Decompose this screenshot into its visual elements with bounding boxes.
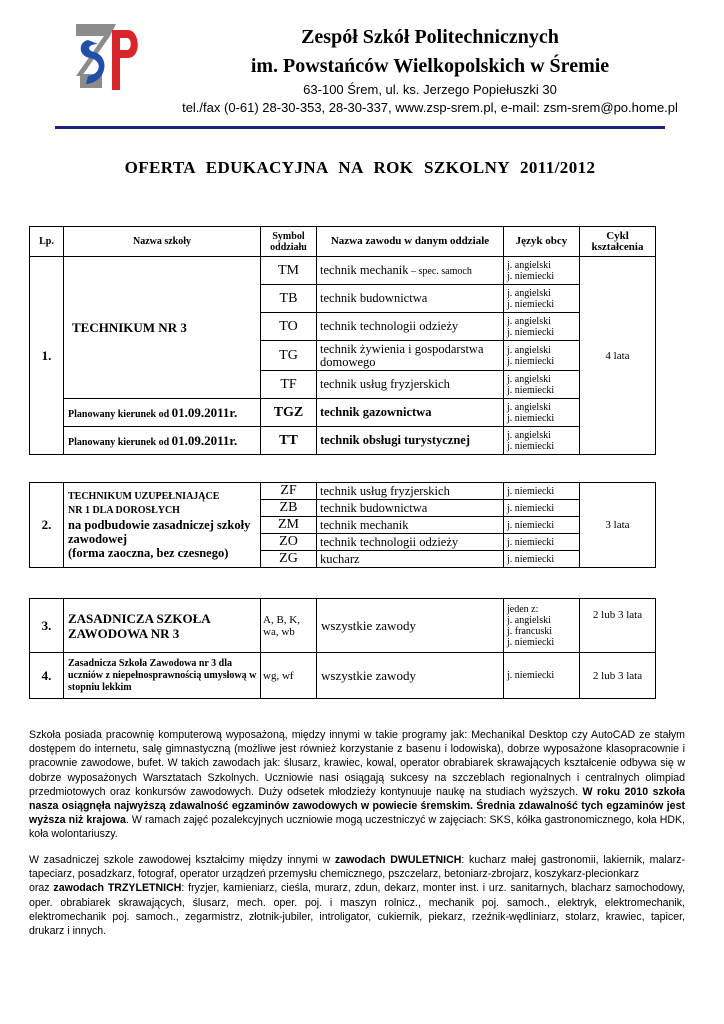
table-header-row xyxy=(30,227,656,257)
row-number: 4. xyxy=(30,653,64,699)
language-cell: j. angielski j. niemiecki xyxy=(504,285,580,313)
school-name-cell: Zasadnicza Szkoła Zawodowa nr 3 dla uczniów z niepełnosprawnością umysłową w stopniu lekkim xyxy=(64,653,261,699)
school-description: Szkoła posiada pracownię komputerową wyposażoną, między innymi w takie programy jak: Mechanikal Desktop czy AutoCAD ze stałym dostępem do internetu, salę gimnastyczną (możliwe jest również korzystanie z basenu i lodowiska), dobrze wyposażone klasopracownie i pracownie zawodowe, bufet. W takich zawodach jak: ślusarz, krawiec, kowal, operator obrabiarek skrawających kształcenie odbywa się w dobrze wyposażonych Warsztatach Szkolnych. Uczniowie nasi osiągają sukcesy na szczeblach regionalnych i centralnych olimpiad przedmiotowych oraz konkursów zawodowych. Duży odsetek młodzieży kontynuuje naukę na studiach wyższych. W roku 2010 szkoła nasza osiągnęła najwyższą zdawalność egzaminów zawodowych w powiecie śremskim. Średnia zdawalność tych egzaminów jest wyższa niż krajowa. W ramach zajęć pozalekcyjnych uczniowie mogą uczestniczyć w zajęciach: SKS, kółka gastronomicznego, koła HDK, koła wolontariuszy. xyxy=(29,729,686,841)
symbol-cell: TO xyxy=(261,313,317,341)
language-cell: j. angielski j. niemiecki xyxy=(504,427,580,455)
language-cell: j. niemiecki xyxy=(504,551,580,568)
header-language: Język obcy xyxy=(504,227,580,257)
planned-label: Planowany kierunek od 01.09.2011r. xyxy=(64,399,261,427)
profession-cell: wszystkie zawody xyxy=(317,653,504,699)
profession-cell: technik budownictwa xyxy=(317,285,504,313)
header-symbol: Symbol oddziału xyxy=(261,227,317,257)
offer-table-zasadnicza xyxy=(29,598,656,699)
profession-cell: technik mechanik xyxy=(317,517,504,534)
professions-description: W zasadniczej szkole zawodowej kształcimy między innymi w zawodach DWULETNICH: kucharz małej gastronomii, lakiernik, malarz-tapeciarz, posadzkarz, fotograf, operator urządzeń przemysłu chemicznego, pszczelarz, betoniarz-zbrojarz, koszykarz-plecionkarz oraz zawodach TRZYLETNICH: fryzjer, kamieniarz, cieśla, murarz, zdun, dekarz, monter inst. i urz. sanitarnych, blacharz samochodowy, oper. obrabiarek skrawających, ślusarz, mech. oper. poj. i maszyn rolnicz., mechanik poj. samoch., elektryk, elektromechanik, elektromechanik poj. samoch., zegarmistrz, złotnik-jubiler, introligator, cukiernik, piekarz, rzeźnik-wędliniarz, stolarz, krawiec, tapicer, drukarz i innych. xyxy=(29,854,685,938)
profession-cell: technik usług fryzjerskich xyxy=(317,483,504,500)
profession-cell: technik gazownictwa xyxy=(317,399,504,427)
language-cell: j. angielski j. niemiecki xyxy=(504,341,580,371)
profession-cell: kucharz xyxy=(317,551,504,568)
document-title: OFERTA EDUKACYJNA NA ROK SZKOLNY 2011/2012 xyxy=(124,158,596,177)
language-cell: j. niemiecki xyxy=(504,483,580,500)
table-row xyxy=(30,257,656,285)
row-number: 3. xyxy=(30,599,64,653)
school-name: Zespół Szkół Politechnicznych xyxy=(301,26,559,48)
school-address: 63-100 Śrem, ul. ks. Jerzego Popiełuszki 30 xyxy=(303,82,557,97)
school-logo xyxy=(72,18,144,98)
symbol-cell: ZO xyxy=(261,534,317,551)
language-cell: j. niemiecki xyxy=(504,653,580,699)
row-number: 1. xyxy=(30,257,64,455)
profession-cell: wszystkie zawody xyxy=(317,599,504,653)
symbol-cell: TGZ xyxy=(261,399,317,427)
profession-cell: technik mechanik – spec. samoch xyxy=(317,257,504,285)
row-number: 2. xyxy=(30,483,64,568)
symbol-cell: TT xyxy=(261,427,317,455)
table-row-planned xyxy=(30,399,656,427)
cycle-cell: 3 lata xyxy=(580,483,656,568)
profession-cell: technik technologii odzieży xyxy=(317,534,504,551)
cycle-cell: 4 lata xyxy=(580,257,656,455)
cycle-cell: 2 lub 3 lata xyxy=(580,653,656,699)
header-profession: Nazwa zawodu w danym oddziale xyxy=(317,227,504,257)
language-cell: jeden z: j. angielski j. francuski j. niemiecki xyxy=(504,599,580,653)
symbol-cell: TM xyxy=(261,257,317,285)
language-cell: j. angielski j. niemiecki xyxy=(504,371,580,399)
symbol-cell: ZG xyxy=(261,551,317,568)
profession-cell: technik technologii odzieży xyxy=(317,313,504,341)
language-cell: j. angielski j. niemiecki xyxy=(504,399,580,427)
school-name-cell: TECHNIKUM NR 3 xyxy=(64,257,261,399)
school-contact: tel./fax (0-61) 28-30-353, 28-30-337, www.zsp-srem.pl, e-mail: zsm-srem@po.home.pl xyxy=(182,100,678,115)
profession-cell: technik budownictwa xyxy=(317,500,504,517)
offer-table-technikum xyxy=(29,226,656,455)
school-name-cell: ZASADNICZA SZKOŁA ZAWODOWA NR 3 xyxy=(64,599,261,653)
symbol-cell: TB xyxy=(261,285,317,313)
header-divider xyxy=(55,126,665,129)
symbol-cell: TF xyxy=(261,371,317,399)
symbol-cell: wg, wf xyxy=(261,653,317,699)
symbol-cell: ZF xyxy=(261,483,317,500)
table-row xyxy=(30,653,656,699)
language-cell: j. niemiecki xyxy=(504,534,580,551)
table-row xyxy=(30,483,656,500)
cycle-cell: 2 lub 3 lata xyxy=(580,599,656,653)
offer-table-technikum-uzupelniajace xyxy=(29,482,656,568)
symbol-cell: ZM xyxy=(261,517,317,534)
language-cell: j. angielski j. niemiecki xyxy=(504,257,580,285)
symbol-cell: TG xyxy=(261,341,317,371)
planned-label: Planowany kierunek od 01.09.2011r. xyxy=(64,427,261,455)
school-name-cell: TECHNIKUM UZUPEŁNIAJĄCE NR 1 DLA DOROSŁYCH na podbudowie zasadniczej szkoły zawodowej (forma zaoczna, bez czesnego) xyxy=(64,483,261,568)
symbol-cell: ZB xyxy=(261,500,317,517)
profession-cell: technik żywienia i gospodarstwa domowego xyxy=(317,341,504,371)
school-patron: im. Powstańców Wielkopolskich w Śremie xyxy=(250,55,610,77)
profession-cell: technik obsługi turystycznej xyxy=(317,427,504,455)
table-row xyxy=(30,599,656,653)
language-cell: j. niemiecki xyxy=(504,517,580,534)
language-cell: j. niemiecki xyxy=(504,500,580,517)
table-row-planned xyxy=(30,427,656,455)
header-school: Nazwa szkoły xyxy=(64,227,261,257)
symbol-cell: A, B, K, wa, wb xyxy=(261,599,317,653)
language-cell: j. angielski j. niemiecki xyxy=(504,313,580,341)
header-lp: Lp. xyxy=(30,227,64,257)
header-cycle: Cykl kształcenia xyxy=(580,227,656,257)
profession-cell: technik usług fryzjerskich xyxy=(317,371,504,399)
